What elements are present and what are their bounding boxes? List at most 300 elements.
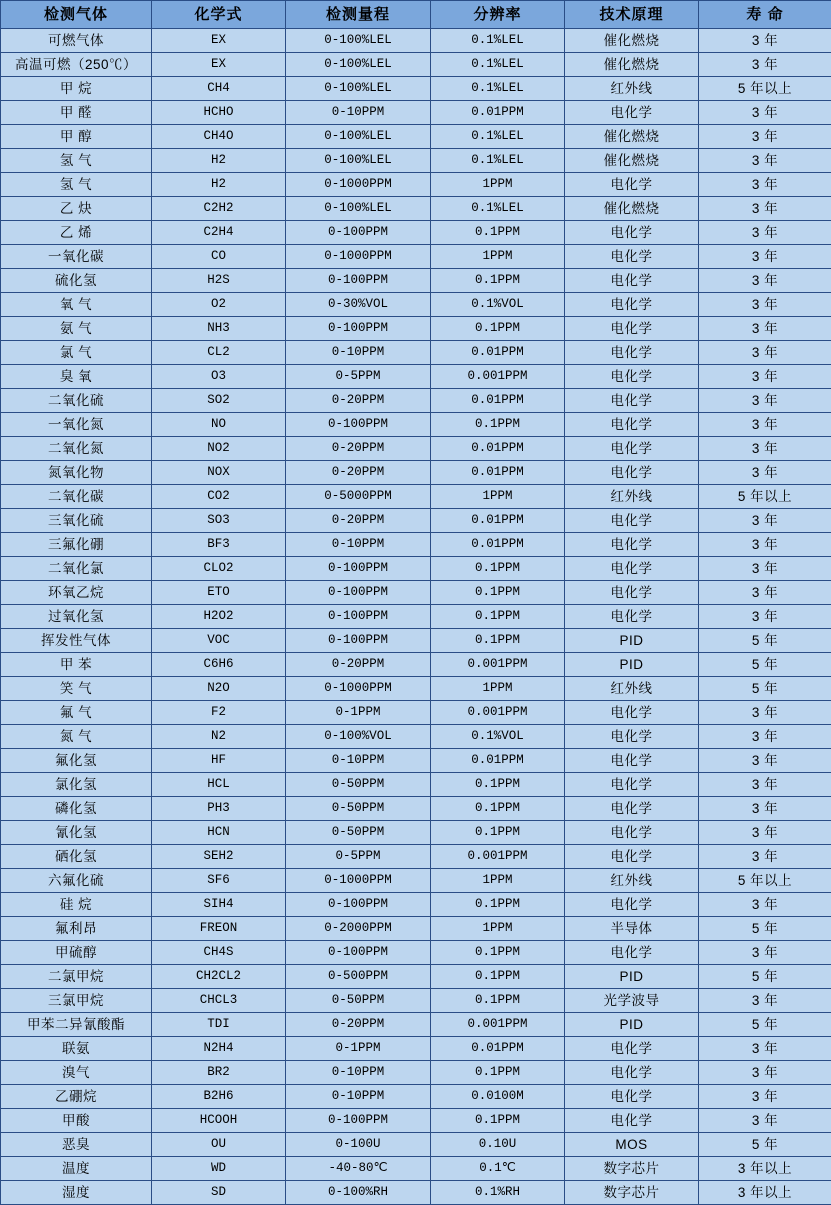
cell-lifetime: 5 年 [699,653,831,677]
cell-chemical-formula: FREON [152,917,286,941]
cell-gas-name: 二氧化碳 [1,485,152,509]
cell-chemical-formula: N2H4 [152,1037,286,1061]
cell-gas-name: 溴气 [1,1061,152,1085]
cell-resolution: 0.1%LEL [431,77,565,101]
table-row [1,413,831,437]
cell-lifetime: 3 年 [699,389,831,413]
cell-gas-name: 甲 苯 [1,653,152,677]
cell-gas-name: 氮氧化物 [1,461,152,485]
cell-chemical-formula: H2S [152,269,286,293]
cell-technology: 电化学 [565,1037,699,1061]
cell-gas-name: 氟化氢 [1,749,152,773]
cell-gas-name: 甲 醛 [1,101,152,125]
cell-resolution: 1PPM [431,245,565,269]
cell-lifetime: 5 年以上 [699,869,831,893]
cell-technology: 电化学 [565,701,699,725]
cell-technology: 电化学 [565,725,699,749]
cell-chemical-formula: C2H4 [152,221,286,245]
cell-gas-name: 氢 气 [1,149,152,173]
cell-detection-range: 0-10PPM [286,1061,431,1085]
cell-chemical-formula: OU [152,1133,286,1157]
cell-detection-range: 0-50PPM [286,797,431,821]
cell-lifetime: 3 年 [699,821,831,845]
cell-technology: 电化学 [565,941,699,965]
cell-resolution: 0.1PPM [431,1061,565,1085]
cell-lifetime: 5 年 [699,677,831,701]
cell-detection-range: 0-100%LEL [286,149,431,173]
table-row [1,893,831,917]
cell-gas-name: 一氧化氮 [1,413,152,437]
cell-technology: 电化学 [565,533,699,557]
cell-chemical-formula: H2O2 [152,605,286,629]
cell-resolution: 0.01PPM [431,533,565,557]
cell-detection-range: 0-50PPM [286,989,431,1013]
cell-detection-range: 0-2000PPM [286,917,431,941]
cell-technology: 电化学 [565,173,699,197]
cell-gas-name: 温度 [1,1157,152,1181]
cell-chemical-formula: BR2 [152,1061,286,1085]
table-row [1,701,831,725]
cell-lifetime: 3 年 [699,101,831,125]
cell-chemical-formula: ETO [152,581,286,605]
cell-lifetime: 5 年 [699,1013,831,1037]
cell-resolution: 0.1PPM [431,413,565,437]
table-row [1,1061,831,1085]
cell-gas-name: 联氨 [1,1037,152,1061]
cell-resolution: 0.1PPM [431,269,565,293]
cell-lifetime: 5 年以上 [699,485,831,509]
cell-technology: 催化燃烧 [565,53,699,77]
cell-chemical-formula: CO [152,245,286,269]
table-header-row [1,1,831,29]
cell-chemical-formula: SO2 [152,389,286,413]
cell-lifetime: 3 年 [699,893,831,917]
cell-detection-range: 0-5PPM [286,845,431,869]
table-row [1,221,831,245]
cell-gas-name: 氟利昂 [1,917,152,941]
cell-lifetime: 3 年 [699,581,831,605]
cell-gas-name: 三氧化硫 [1,509,152,533]
cell-detection-range: 0-20PPM [286,461,431,485]
table-row [1,1181,831,1205]
cell-chemical-formula: C2H2 [152,197,286,221]
cell-chemical-formula: CH2CL2 [152,965,286,989]
cell-chemical-formula: NH3 [152,317,286,341]
cell-resolution: 0.01PPM [431,1037,565,1061]
cell-technology: 电化学 [565,269,699,293]
cell-technology: 催化燃烧 [565,197,699,221]
cell-lifetime: 5 年 [699,1133,831,1157]
cell-chemical-formula: TDI [152,1013,286,1037]
cell-chemical-formula: H2 [152,173,286,197]
cell-lifetime: 3 年以上 [699,1181,831,1205]
cell-lifetime: 3 年 [699,773,831,797]
cell-resolution: 0.1%LEL [431,149,565,173]
cell-detection-range: 0-100PPM [286,269,431,293]
table-row [1,869,831,893]
cell-resolution: 0.1PPM [431,1109,565,1133]
cell-technology: 电化学 [565,1061,699,1085]
table-header [1,1,831,29]
table-row [1,557,831,581]
cell-chemical-formula: HCL [152,773,286,797]
cell-chemical-formula: NO [152,413,286,437]
cell-detection-range: 0-30%VOL [286,293,431,317]
cell-chemical-formula: HCN [152,821,286,845]
cell-lifetime: 3 年 [699,269,831,293]
cell-detection-range: 0-1PPM [286,1037,431,1061]
table-row [1,293,831,317]
cell-chemical-formula: NO2 [152,437,286,461]
cell-resolution: 1PPM [431,869,565,893]
cell-resolution: 0.001PPM [431,845,565,869]
cell-resolution: 0.10U [431,1133,565,1157]
cell-detection-range: -40-80℃ [286,1157,431,1181]
cell-detection-range: 0-100PPM [286,629,431,653]
table-row [1,197,831,221]
cell-lifetime: 3 年 [699,1085,831,1109]
cell-detection-range: 0-100PPM [286,1109,431,1133]
cell-detection-range: 0-100PPM [286,893,431,917]
cell-chemical-formula: CL2 [152,341,286,365]
cell-detection-range: 0-100%LEL [286,29,431,53]
cell-detection-range: 0-5PPM [286,365,431,389]
cell-resolution: 0.1%VOL [431,725,565,749]
cell-gas-name: 乙 烯 [1,221,152,245]
cell-detection-range: 0-100%LEL [286,77,431,101]
cell-detection-range: 0-20PPM [286,437,431,461]
cell-lifetime: 5 年 [699,965,831,989]
table-row [1,461,831,485]
cell-detection-range: 0-100PPM [286,413,431,437]
cell-gas-name: 二氧化氮 [1,437,152,461]
cell-resolution: 0.1PPM [431,221,565,245]
cell-technology: 电化学 [565,389,699,413]
cell-resolution: 0.1PPM [431,557,565,581]
cell-resolution: 0.1PPM [431,629,565,653]
cell-resolution: 0.1%LEL [431,29,565,53]
column-header-technology: 技术原理 [565,1,699,29]
cell-resolution: 0.01PPM [431,101,565,125]
cell-detection-range: 0-100PPM [286,605,431,629]
cell-lifetime: 3 年 [699,989,831,1013]
cell-detection-range: 0-1000PPM [286,245,431,269]
cell-technology: 电化学 [565,605,699,629]
cell-resolution: 0.1%LEL [431,125,565,149]
cell-technology: 电化学 [565,245,699,269]
cell-lifetime: 3 年 [699,437,831,461]
cell-lifetime: 3 年 [699,125,831,149]
cell-detection-range: 0-1PPM [286,701,431,725]
table-row [1,509,831,533]
cell-technology: 电化学 [565,413,699,437]
cell-technology: PID [565,653,699,677]
cell-detection-range: 0-100U [286,1133,431,1157]
cell-chemical-formula: O3 [152,365,286,389]
cell-detection-range: 0-5000PPM [286,485,431,509]
table-row [1,317,831,341]
cell-chemical-formula: BF3 [152,533,286,557]
cell-resolution: 0.1%LEL [431,197,565,221]
cell-detection-range: 0-100%LEL [286,53,431,77]
cell-gas-name: 氯 气 [1,341,152,365]
cell-resolution: 0.01PPM [431,341,565,365]
cell-detection-range: 0-100PPM [286,557,431,581]
cell-resolution: 1PPM [431,485,565,509]
cell-detection-range: 0-100PPM [286,581,431,605]
cell-technology: 电化学 [565,341,699,365]
cell-lifetime: 3 年 [699,557,831,581]
cell-gas-name: 硅 烷 [1,893,152,917]
cell-detection-range: 0-10PPM [286,1085,431,1109]
cell-technology: 电化学 [565,293,699,317]
cell-lifetime: 3 年 [699,845,831,869]
cell-technology: 电化学 [565,461,699,485]
cell-resolution: 1PPM [431,173,565,197]
cell-resolution: 0.1PPM [431,797,565,821]
cell-technology: 电化学 [565,893,699,917]
cell-resolution: 0.1℃ [431,1157,565,1181]
table-row [1,629,831,653]
cell-lifetime: 3 年 [699,797,831,821]
cell-lifetime: 5 年 [699,629,831,653]
table-row [1,149,831,173]
cell-chemical-formula: F2 [152,701,286,725]
cell-gas-name: 环氧乙烷 [1,581,152,605]
cell-gas-name: 高温可燃（250℃） [1,53,152,77]
cell-lifetime: 3 年 [699,941,831,965]
cell-lifetime: 3 年 [699,413,831,437]
table-row [1,173,831,197]
cell-gas-name: 氮 气 [1,725,152,749]
table-row [1,797,831,821]
cell-chemical-formula: WD [152,1157,286,1181]
table-row [1,485,831,509]
cell-resolution: 0.1PPM [431,581,565,605]
cell-chemical-formula: HCHO [152,101,286,125]
table-row [1,125,831,149]
cell-resolution: 0.01PPM [431,389,565,413]
cell-detection-range: 0-20PPM [286,653,431,677]
cell-technology: 电化学 [565,221,699,245]
table-row [1,437,831,461]
cell-resolution: 1PPM [431,917,565,941]
cell-gas-name: 二氧化氯 [1,557,152,581]
table-row [1,101,831,125]
table-row [1,941,831,965]
cell-chemical-formula: B2H6 [152,1085,286,1109]
cell-resolution: 0.1PPM [431,941,565,965]
cell-detection-range: 0-100%RH [286,1181,431,1205]
cell-resolution: 0.1PPM [431,989,565,1013]
cell-technology: 电化学 [565,509,699,533]
cell-resolution: 0.1%VOL [431,293,565,317]
cell-technology: PID [565,1013,699,1037]
cell-detection-range: 0-500PPM [286,965,431,989]
cell-gas-name: 六氟化硫 [1,869,152,893]
cell-gas-name: 甲 醇 [1,125,152,149]
cell-chemical-formula: CO2 [152,485,286,509]
cell-gas-name: 三氟化硼 [1,533,152,557]
cell-technology: 红外线 [565,869,699,893]
cell-chemical-formula: CH4S [152,941,286,965]
cell-chemical-formula: CLO2 [152,557,286,581]
cell-technology: 电化学 [565,1109,699,1133]
cell-resolution: 0.001PPM [431,701,565,725]
cell-detection-range: 0-10PPM [286,533,431,557]
cell-chemical-formula: NOX [152,461,286,485]
cell-lifetime: 5 年 [699,917,831,941]
cell-gas-name: 甲苯二异氰酸酯 [1,1013,152,1037]
column-header-resolution: 分辨率 [431,1,565,29]
cell-lifetime: 3 年以上 [699,1157,831,1181]
cell-gas-name: 甲硫醇 [1,941,152,965]
cell-detection-range: 0-100PPM [286,317,431,341]
table-row [1,1109,831,1133]
cell-gas-name: 氨 气 [1,317,152,341]
cell-detection-range: 0-50PPM [286,773,431,797]
cell-technology: 数字芯片 [565,1157,699,1181]
cell-gas-name: 甲酸 [1,1109,152,1133]
cell-technology: 电化学 [565,797,699,821]
cell-technology: 数字芯片 [565,1181,699,1205]
cell-gas-name: 过氧化氢 [1,605,152,629]
cell-resolution: 0.1PPM [431,893,565,917]
column-header-range: 检测量程 [286,1,431,29]
cell-lifetime: 3 年 [699,53,831,77]
table-row [1,725,831,749]
column-header-lifetime: 寿 命 [699,1,831,29]
cell-resolution: 0.1PPM [431,773,565,797]
table-row [1,845,831,869]
table-row [1,677,831,701]
cell-lifetime: 5 年以上 [699,77,831,101]
cell-lifetime: 3 年 [699,533,831,557]
cell-resolution: 0.1PPM [431,821,565,845]
cell-gas-name: 乙硼烷 [1,1085,152,1109]
table-row [1,77,831,101]
table-row [1,773,831,797]
cell-detection-range: 0-100%LEL [286,197,431,221]
table-row [1,269,831,293]
cell-gas-name: 氢 气 [1,173,152,197]
column-header-gas: 检测气体 [1,1,152,29]
cell-chemical-formula: SF6 [152,869,286,893]
table-row [1,821,831,845]
cell-resolution: 0.1PPM [431,965,565,989]
cell-technology: PID [565,629,699,653]
table-row [1,749,831,773]
cell-technology: PID [565,965,699,989]
cell-technology: 电化学 [565,557,699,581]
cell-chemical-formula: HCOOH [152,1109,286,1133]
cell-detection-range: 0-100PPM [286,941,431,965]
cell-detection-range: 0-1000PPM [286,173,431,197]
cell-detection-range: 0-10PPM [286,341,431,365]
cell-chemical-formula: O2 [152,293,286,317]
cell-gas-name: 氟 气 [1,701,152,725]
cell-detection-range: 0-100%VOL [286,725,431,749]
cell-lifetime: 3 年 [699,725,831,749]
cell-lifetime: 3 年 [699,293,831,317]
cell-lifetime: 3 年 [699,461,831,485]
table-row [1,965,831,989]
cell-technology: 催化燃烧 [565,125,699,149]
cell-lifetime: 3 年 [699,197,831,221]
table-row [1,533,831,557]
cell-resolution: 0.01PPM [431,437,565,461]
cell-technology: 红外线 [565,77,699,101]
cell-resolution: 0.001PPM [431,1013,565,1037]
cell-gas-name: 氯化氢 [1,773,152,797]
cell-chemical-formula: H2 [152,149,286,173]
cell-lifetime: 3 年 [699,173,831,197]
cell-lifetime: 3 年 [699,341,831,365]
cell-technology: 红外线 [565,485,699,509]
cell-gas-name: 二氯甲烷 [1,965,152,989]
cell-gas-name: 乙 炔 [1,197,152,221]
cell-lifetime: 3 年 [699,749,831,773]
cell-chemical-formula: HF [152,749,286,773]
cell-lifetime: 3 年 [699,245,831,269]
table-row [1,989,831,1013]
cell-gas-name: 湿度 [1,1181,152,1205]
cell-technology: 电化学 [565,317,699,341]
cell-gas-name: 三氯甲烷 [1,989,152,1013]
cell-detection-range: 0-20PPM [286,389,431,413]
cell-gas-name: 挥发性气体 [1,629,152,653]
table-row [1,365,831,389]
cell-technology: 半导体 [565,917,699,941]
cell-detection-range: 0-10PPM [286,101,431,125]
cell-detection-range: 0-1000PPM [286,869,431,893]
cell-technology: 电化学 [565,365,699,389]
cell-chemical-formula: SD [152,1181,286,1205]
cell-gas-name: 硫化氢 [1,269,152,293]
cell-technology: 电化学 [565,845,699,869]
cell-gas-name: 一氧化碳 [1,245,152,269]
cell-gas-name: 可燃气体 [1,29,152,53]
cell-chemical-formula: SEH2 [152,845,286,869]
cell-gas-name: 磷化氢 [1,797,152,821]
cell-lifetime: 3 年 [699,605,831,629]
cell-technology: 催化燃烧 [565,29,699,53]
cell-technology: 电化学 [565,773,699,797]
cell-technology: 电化学 [565,101,699,125]
cell-resolution: 1PPM [431,677,565,701]
cell-chemical-formula: PH3 [152,797,286,821]
cell-lifetime: 3 年 [699,29,831,53]
cell-resolution: 0.1%LEL [431,53,565,77]
cell-resolution: 0.0100M [431,1085,565,1109]
cell-chemical-formula: N2 [152,725,286,749]
cell-technology: 红外线 [565,677,699,701]
cell-resolution: 0.01PPM [431,461,565,485]
cell-detection-range: 0-20PPM [286,509,431,533]
table-row [1,1157,831,1181]
cell-technology: 电化学 [565,1085,699,1109]
table-row [1,581,831,605]
cell-chemical-formula: SIH4 [152,893,286,917]
cell-resolution: 0.001PPM [431,653,565,677]
cell-detection-range: 0-20PPM [286,1013,431,1037]
cell-detection-range: 0-100%LEL [286,125,431,149]
table-row [1,389,831,413]
cell-chemical-formula: CH4 [152,77,286,101]
cell-gas-name: 恶臭 [1,1133,152,1157]
cell-chemical-formula: EX [152,29,286,53]
cell-gas-name: 臭 氧 [1,365,152,389]
